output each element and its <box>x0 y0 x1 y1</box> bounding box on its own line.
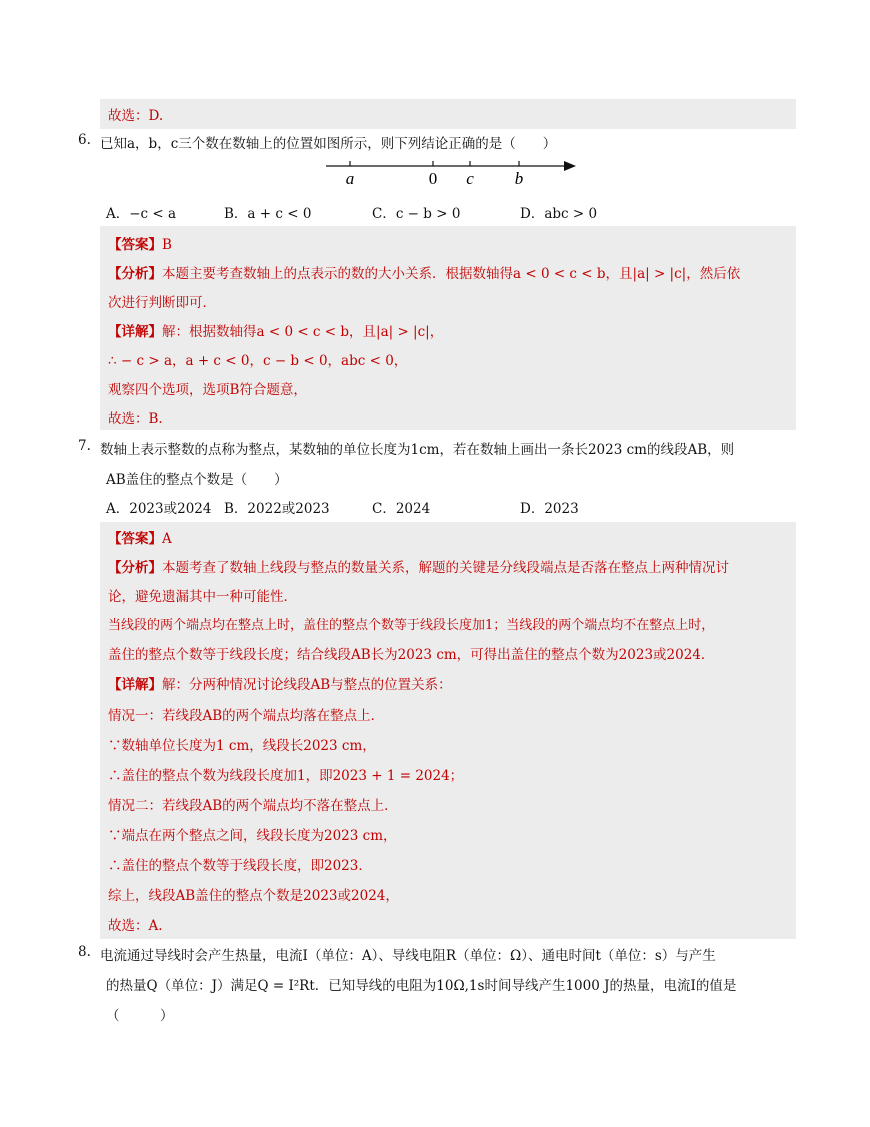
q7-option-a: A．2023或2024 <box>106 501 212 517</box>
q7-analysis-line2: 论，避免遗漏其中一种可能性． <box>108 589 297 605</box>
q7-number: 7. <box>78 438 91 454</box>
q6-analysis-line2: 次进行判断即可． <box>108 295 216 311</box>
label-0: 0 <box>428 169 438 188</box>
q7-detail-text1: 解：分两种情况讨论线段AB与整点的位置关系： <box>162 677 452 693</box>
q7-stem-line1: 数轴上表示整数的点称为整点，某数轴的单位长度为1cm，若在数轴上画出一条长2023 cm的线段AB，则 <box>100 442 735 458</box>
q7-analysis-tag: 【分析】 <box>108 560 162 576</box>
q6-conclusion: 故选：B. <box>108 411 163 427</box>
q7-detail-line7: ∴盖住的整点个数等于线段长度，即2023． <box>108 858 372 874</box>
q7-answer-tag: 【答案】 <box>108 531 162 547</box>
q7-analysis-line4: 盖住的整点个数等于线段长度；结合线段AB长为2023 cm，可得出盖住的整点个数为2023或2024． <box>108 647 715 663</box>
q8-stem-line1: 电流通过导线时会产生热量，电流I（单位：A）、导线电阻R（单位：Ω）、通电时间t（单位：s）与产生 <box>100 948 716 964</box>
q7-analysis-line1 <box>108 556 729 576</box>
q7-stem-line2: AB盖住的整点个数是（ ） <box>106 472 288 488</box>
q6-detail-text1: 解：根据数轴得a < 0 < c < b，且|a| > |c|， <box>162 324 444 340</box>
q7-answer-line <box>108 527 172 547</box>
q6-number-line <box>320 152 590 192</box>
axis-arrow <box>564 161 576 171</box>
q6-analysis-line1 <box>108 262 740 282</box>
q7-detail-line2: 情况一：若线段AB的两个端点均落在整点上． <box>108 708 385 724</box>
q8-number: 8. <box>78 944 91 960</box>
q6-detail-line2: ∴ − c > a，a + c < 0，c − b < 0，abc < 0， <box>108 353 408 369</box>
q6-answer: B <box>162 237 172 253</box>
q7-analysis-line3: 当线段的两个端点均在整点上时，盖住的整点个数等于线段长度加1；当线段的两个端点均不在整点上时， <box>108 618 715 633</box>
q7-detail-line3: ∵数轴单位长度为1 cm，线段长2023 cm， <box>108 738 376 754</box>
label-b: b <box>514 169 524 188</box>
q6-answer-tag: 【答案】 <box>108 237 162 253</box>
prev-answer-block <box>100 99 796 129</box>
q7-detail-tag: 【详解】 <box>108 677 162 693</box>
q7-option-b: B．2022或2023 <box>224 501 330 517</box>
q7-answer: A <box>162 531 172 547</box>
q6-option-c: C．c − b > 0 <box>372 206 461 222</box>
q8-stem-line2: 的热量Q（单位：J）满足Q = I²Rt．已知导线的电阻为10Ω,1s时间导线产生1000 J的热量，电流I的值是 <box>106 978 737 994</box>
q6-option-b: B．a + c < 0 <box>224 206 312 222</box>
q7-analysis-text1: 本题考查了数轴上线段与整点的数量关系，解题的关键是分线段端点是否落在整点上两种情况讨 <box>162 560 729 576</box>
q7-detail-line4: ∴盖住的整点个数为线段长度加1，即2023 + 1 = 2024； <box>108 768 464 784</box>
q6-answer-line <box>108 233 172 253</box>
q7-detail-line6: ∵端点在两个整点之间，线段长度为2023 cm， <box>108 828 397 844</box>
q6-detail-tag: 【详解】 <box>108 324 162 340</box>
q6-option-d: D．abc > 0 <box>520 206 598 222</box>
q6-stem: 已知a，b，c三个数在数轴上的位置如图所示，则下列结论正确的是（ ） <box>100 136 557 152</box>
q6-detail-line1 <box>108 320 443 340</box>
q7-conclusion: 故选：A. <box>108 918 163 934</box>
q6-number: 6. <box>78 132 91 148</box>
q6-detail-line3: 观察四个选项，选项B符合题意， <box>108 382 307 398</box>
q6-analysis-text1: 本题主要考查数轴上的点表示的数的大小关系．根据数轴得a < 0 < c < b，且|a| > |c|，然后依 <box>162 266 741 282</box>
q7-detail-line8: 综上，线段AB盖住的整点个数是2023或2024， <box>108 888 399 904</box>
q7-option-c: C．2024 <box>372 501 431 517</box>
q6-option-a: A．−c < a <box>106 206 177 222</box>
prev-conclusion: 故选：D. <box>108 108 164 124</box>
q7-detail-line5: 情况二：若线段AB的两个端点均不落在整点上． <box>108 798 398 814</box>
label-a: a <box>345 169 355 188</box>
q8-stem-line3: （ ） <box>106 1008 174 1024</box>
q7-option-d: D．2023 <box>520 501 579 517</box>
q6-analysis-tag: 【分析】 <box>108 266 162 282</box>
label-c: c <box>466 169 474 188</box>
q7-detail-line1 <box>108 673 452 693</box>
